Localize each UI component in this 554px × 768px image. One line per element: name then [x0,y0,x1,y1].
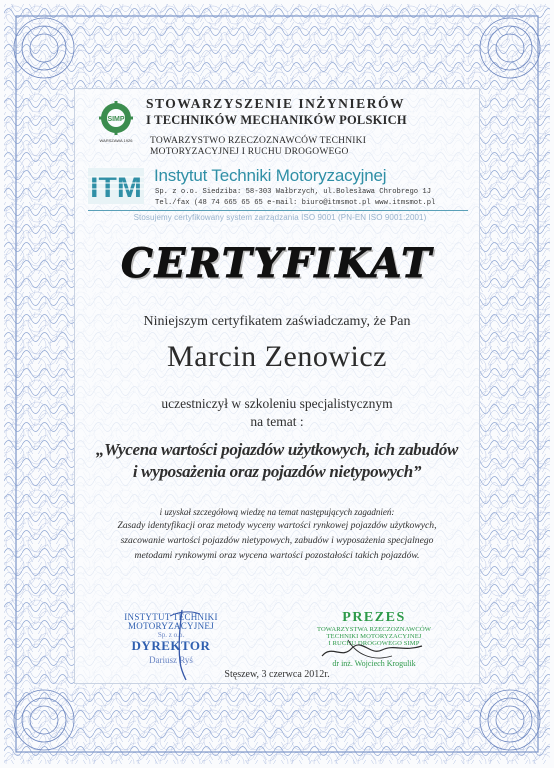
president-stamp-line2: TECHNIKI MOTORYZACYJNEJ [326,633,422,640]
intro-text: Niniejszym certyfikatem zaświadczamy, że Pan [143,314,411,329]
president-stamp-line3: I RUCHU DROGOWEGO SIMP [328,640,420,647]
topic-label: na temat : [250,414,304,429]
header-divider [88,210,468,211]
president-role: PREZES [342,610,406,625]
institute-address: Sp. z o.o. Siedziba: 58-303 Wałbrzych, ul.Bolesława Chrobrego 1J [155,188,432,196]
institute-contact: Tel./fax (48 74 665 65 65 e-mail: biuro@itmsmot.pl www.itmsmot.pl [155,199,436,207]
course-title-line2: i wyposażenia oraz pojazdów nietypowych” [132,462,422,481]
course-title-line1: „Wycena wartości pojazdów użytkowych, ich zabudów [95,440,459,459]
org-name-line2: I TECHNIKÓW MECHANIKÓW POLSKICH [146,113,407,127]
org-subname-line2: MOTORYZACYJNEJ I RUCHU DROGOWEGO [150,147,349,157]
place-and-date: Stęszew, 3 czerwca 2012r. [224,669,330,680]
simp-gear-logo [96,100,136,144]
president-stamp-line1: TOWARZYSTWA RZECZOZNAWCÓW [316,626,432,633]
recipient-name: Marcin Zenowicz [167,340,387,373]
org-subname-line1: TOWARZYSTWO RZECZOZNAWCÓW TECHNIKI [150,136,367,146]
org-name-line1: STOWARZYSZENIE INŻYNIERÓW [146,96,405,111]
knowledge-text: i uzyskał szczegółową wiedzę na temat następujących zagadnień: [159,507,395,517]
simp-logo-text: SIMP [107,116,125,123]
participation-text: uczestniczył w szkoleniu specjalistycznym [161,396,393,411]
itm-logo [88,168,144,204]
president-signature [312,626,432,670]
itm-logo-letters: ITM [90,171,142,204]
skills-line3: metodami rynkowymi oraz wycena wartości pozostałości takich pojazdów. [134,550,420,561]
director-stamp-line2: MOTORYZACYJNEJ [127,621,215,631]
director-name: Dariusz Ryś [149,655,193,665]
skills-line1: Zasady identyfikacji oraz metody wyceny wartości rynkowej pojazdów użytkowych, [117,520,437,531]
director-stamp-line3: Sp. z o.o. [157,631,185,639]
certificate-title: CERTYFIKAT [120,240,434,287]
simp-logo-year: WARSZAWA 1926 [99,138,133,143]
skills-line2: szacowanie wartości pojazdów nietypowych, zabudów i wyposażenia specjalnego [120,535,434,546]
director-stamp-line1: INSTYTUT TECHNIKI [124,612,218,622]
president-name: dr inż. Wojciech Krogulik [332,659,416,668]
iso-statement: Stosujemy certyfikowany system zarządzania ISO 9001 (PN-EN ISO 9001:2001) [133,213,427,222]
director-role: DYREKTOR [131,638,211,653]
institute-name: Instytut Techniki Motoryzacyjnej [154,166,387,185]
